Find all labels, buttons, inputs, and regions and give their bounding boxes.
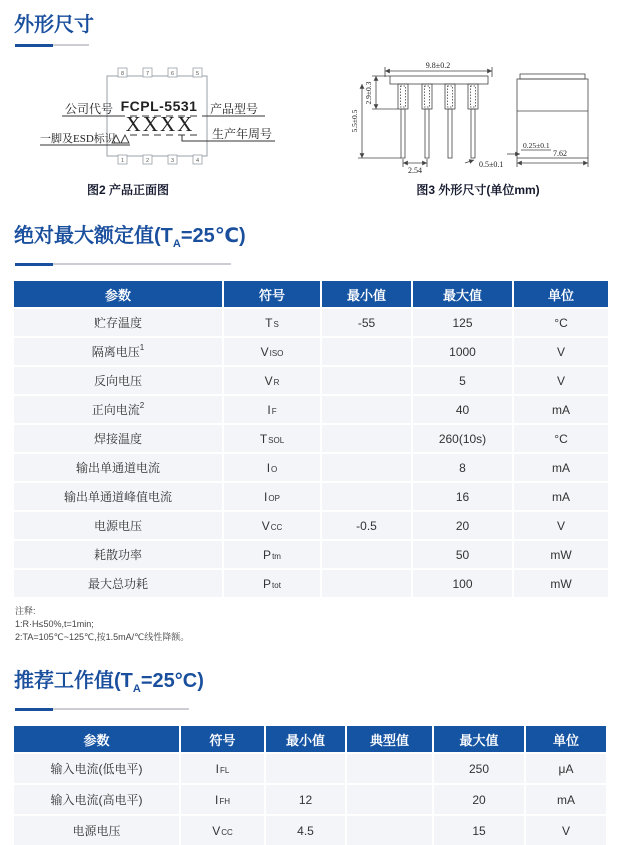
max-cell: 15	[434, 816, 524, 845]
fig3-caption: 图3 外形尺寸(单位mm)	[416, 183, 540, 197]
max-cell: 40	[413, 396, 512, 423]
max-cell: 1000	[413, 338, 512, 365]
symbol-sub: tot	[272, 580, 281, 590]
side-view	[358, 67, 492, 167]
param-cell	[14, 454, 222, 481]
pin-number: 7	[145, 71, 150, 77]
pin-number: 6	[170, 71, 175, 77]
symbol-cell	[224, 425, 320, 452]
symbol-base: I	[214, 792, 219, 807]
dim-row-spacing: 7.62	[553, 149, 567, 158]
typ-cell	[347, 816, 432, 845]
dim-body-height: 2.9±0.3	[364, 81, 373, 105]
symbol-cell	[224, 309, 320, 336]
symbol-cell	[224, 454, 320, 481]
title-post: =25℃)	[180, 225, 246, 247]
max-cell: 20	[434, 785, 524, 814]
min-cell: -0.5	[322, 512, 411, 539]
title-sub: A	[172, 238, 181, 250]
param-cell	[14, 483, 222, 510]
underline-track	[53, 708, 189, 710]
label-company-code: 公司代号	[65, 102, 114, 116]
underline-track	[53, 44, 89, 46]
symbol-base: V	[212, 823, 221, 838]
section-recommended	[0, 668, 625, 845]
unit-cell: V	[514, 338, 608, 365]
param-text: 耗散功率	[93, 548, 142, 562]
unit-cell: μA	[526, 754, 606, 783]
min-cell	[322, 425, 411, 452]
max-cell: 125	[413, 309, 512, 336]
typ-cell	[347, 754, 432, 783]
underline-track	[53, 263, 231, 265]
col-header-typ: 典型值	[347, 726, 432, 752]
underline-accent	[15, 708, 53, 711]
min-cell	[322, 541, 411, 568]
max-cell: 50	[413, 541, 512, 568]
symbol-sub: FL	[220, 765, 230, 775]
param-cell: 输入电流(低电平)	[14, 754, 179, 783]
symbol-base: V	[264, 373, 273, 388]
fig2-product-front-drawing	[30, 61, 350, 181]
max-cell: 5	[413, 367, 512, 394]
col-header-max: 最大值	[413, 281, 512, 307]
param-cell	[14, 396, 222, 423]
symbol-cell	[224, 338, 320, 365]
param-cell	[14, 367, 222, 394]
unit-cell: mA	[514, 454, 608, 481]
label-product-model: 产品型号	[210, 102, 259, 116]
col-header-param: 参数	[14, 726, 179, 752]
symbol-base: P	[263, 547, 272, 562]
col-header-max: 最大值	[434, 726, 524, 752]
section-abs-max-title	[14, 223, 625, 257]
symbol-cell	[224, 570, 320, 597]
param-text: 正向电流	[91, 403, 140, 417]
col-header-min: 最小值	[322, 281, 411, 307]
pin-number: 8	[120, 71, 125, 77]
param-cell	[14, 309, 222, 336]
underline-accent	[15, 44, 53, 47]
symbol-sub: F	[271, 406, 277, 416]
section-outline	[0, 12, 625, 207]
max-cell: 250	[434, 754, 524, 783]
param-cell	[14, 570, 222, 597]
min-cell	[322, 454, 411, 481]
unit-cell: mW	[514, 541, 608, 568]
dim-pin-width: 0.5±0.1	[479, 160, 504, 169]
symbol-sub: O	[271, 464, 278, 474]
symbol-base: V	[260, 344, 269, 359]
symbol-base: I	[267, 402, 271, 417]
title-pre: 绝对最大额定值(T	[14, 225, 173, 247]
param-footnote: 2	[139, 400, 145, 410]
unit-cell: mW	[514, 570, 608, 597]
section-outline-title-text: 外形尺寸	[14, 14, 94, 36]
title-underline	[15, 707, 189, 711]
typ-cell	[347, 785, 432, 814]
label-pin1-esd: 一脚及ESD标识	[40, 133, 116, 145]
unit-cell: mA	[526, 785, 606, 814]
section-outline-title	[14, 12, 625, 38]
symbol-sub: SOL	[268, 435, 285, 445]
min-cell	[322, 483, 411, 510]
param-text: 输出单通道峰值电流	[63, 490, 172, 504]
max-cell: 8	[413, 454, 512, 481]
max-cell: 100	[413, 570, 512, 597]
symbol-cell	[224, 512, 320, 539]
symbol-cell	[181, 785, 264, 814]
abs-max-table	[14, 281, 608, 597]
end-view	[507, 74, 588, 167]
label-year-week: 生产年周号	[212, 127, 273, 141]
unit-cell: °C	[514, 425, 608, 452]
symbol-cell	[181, 816, 264, 845]
symbol-sub: ISO	[269, 348, 284, 358]
param-text: 输出单通道电流	[75, 461, 160, 475]
dim-lead-thickness: 0.25±0.1	[523, 141, 550, 150]
unit-cell: mA	[514, 396, 608, 423]
symbol-cell	[224, 396, 320, 423]
symbol-base: T	[259, 431, 268, 446]
min-cell	[322, 338, 411, 365]
col-header-unit: 单位	[526, 726, 606, 752]
unit-cell: V	[514, 512, 608, 539]
symbol-base: I	[215, 761, 219, 776]
symbol-sub: OP	[268, 493, 280, 503]
footnotes	[15, 605, 625, 644]
fig3-dimension-drawing	[345, 55, 625, 181]
param-text: 最大总功耗	[87, 577, 148, 591]
symbol-cell	[224, 367, 320, 394]
min-cell: 4.5	[266, 816, 345, 845]
unit-cell: V	[526, 816, 606, 845]
min-cell: 12	[266, 785, 345, 814]
section-abs-max	[0, 223, 625, 644]
unit-cell: °C	[514, 309, 608, 336]
title-underline	[15, 262, 231, 266]
max-cell: 16	[413, 483, 512, 510]
param-text: 焊接温度	[93, 432, 142, 446]
symbol-base: P	[263, 576, 272, 591]
param-text: 隔离电压	[91, 345, 140, 359]
symbol-base: I	[266, 460, 271, 475]
pin-number: 2	[145, 158, 150, 164]
symbol-base: T	[265, 315, 273, 330]
symbol-sub: FH	[219, 796, 230, 806]
symbol-sub: CC	[270, 522, 283, 532]
footnote-line: 2:TA=105℃~125℃,按1.5mA/℃线性降额。	[15, 632, 190, 642]
col-header-min: 最小值	[266, 726, 345, 752]
param-cell: 电源电压	[14, 816, 179, 845]
min-cell: -55	[322, 309, 411, 336]
figures-row	[0, 49, 625, 207]
symbol-cell	[224, 483, 320, 510]
min-cell	[322, 570, 411, 597]
param-cell	[14, 338, 222, 365]
symbol-cell	[224, 541, 320, 568]
col-header-param: 参数	[14, 281, 222, 307]
param-text: 贮存温度	[93, 316, 142, 330]
dim-top-width: 9.8±0.2	[425, 61, 451, 70]
symbol-cell	[181, 754, 264, 783]
footnote-line: 1:R·H≤50%,t=1min;	[15, 619, 94, 629]
min-cell	[266, 754, 345, 783]
min-cell	[322, 396, 411, 423]
footnote-line: 注释:	[15, 606, 36, 616]
param-cell	[14, 541, 222, 568]
min-cell	[322, 367, 411, 394]
symbol-base: V	[261, 518, 270, 533]
param-cell	[14, 512, 222, 539]
recommended-table	[14, 726, 608, 845]
title-post: =25°C)	[140, 670, 204, 692]
symbol-sub: CC	[221, 827, 233, 837]
pin-number: 3	[170, 158, 175, 164]
pin-number: 5	[195, 71, 200, 77]
title-underline	[15, 43, 89, 47]
underline-accent	[15, 263, 53, 266]
section-recommended-title	[14, 668, 625, 702]
symbol-base: I	[264, 489, 268, 504]
title-sub: A	[132, 683, 141, 695]
chip-marking-model: FCPL-5531	[120, 98, 198, 114]
chip-marking-datecode: XXXX	[125, 112, 195, 136]
dim-pin-length: 5.5±0.5	[350, 109, 359, 133]
top-spacer	[0, 0, 625, 12]
fig2-caption: 图2 产品正面图	[86, 183, 169, 197]
unit-cell: V	[514, 367, 608, 394]
max-cell: 260(10s)	[413, 425, 512, 452]
col-header-unit: 单位	[514, 281, 608, 307]
col-header-symbol: 符号	[224, 281, 320, 307]
dim-pin-pitch: 2.54	[408, 166, 422, 175]
param-cell	[14, 425, 222, 452]
param-text: 反向电压	[93, 374, 142, 388]
pin-number: 4	[195, 158, 200, 164]
pin-number: 1	[120, 158, 125, 164]
symbol-sub: R	[273, 377, 280, 387]
param-footnote: 1	[139, 342, 145, 352]
param-text: 电源电压	[93, 519, 142, 533]
param-cell: 输入电流(高电平)	[14, 785, 179, 814]
symbol-sub: tm	[272, 551, 281, 561]
unit-cell: mA	[514, 483, 608, 510]
col-header-symbol: 符号	[181, 726, 264, 752]
title-pre: 推荐工作值(T	[14, 670, 133, 692]
symbol-sub: S	[273, 319, 279, 329]
max-cell: 20	[413, 512, 512, 539]
